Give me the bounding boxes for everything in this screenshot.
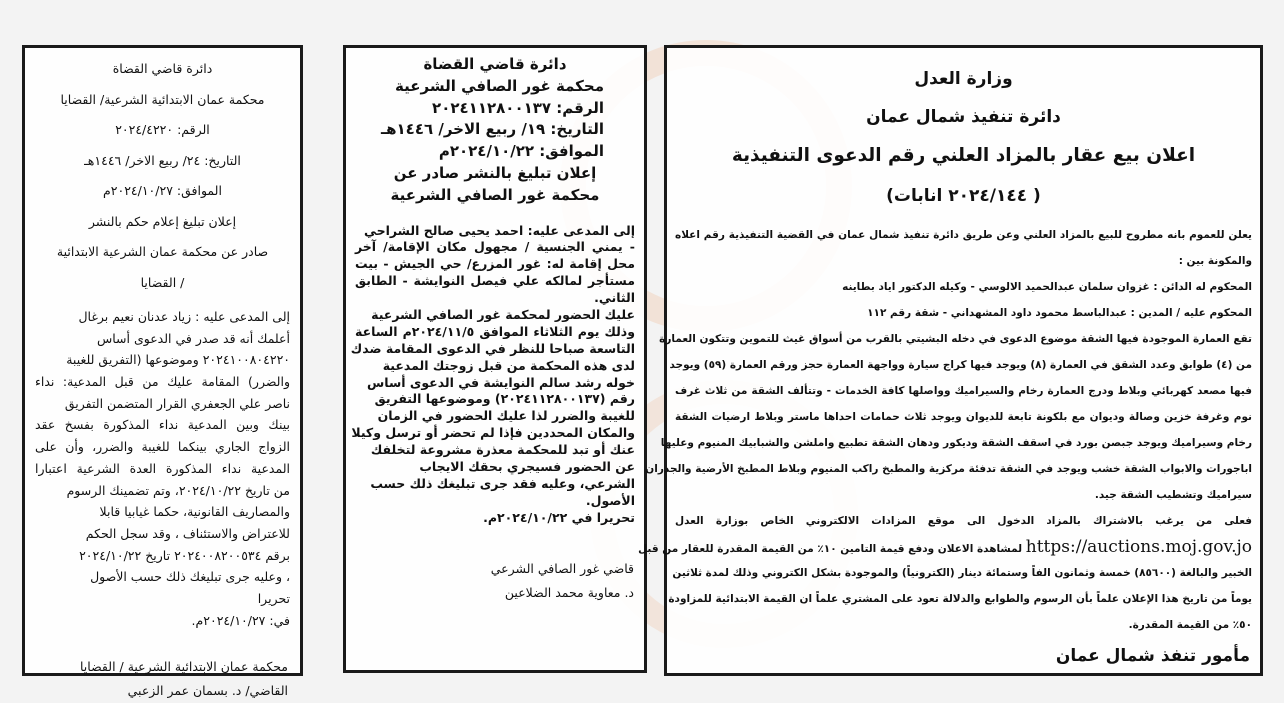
text-line: إلى المدعى عليه : زياد عدنان نعيم برغال [78,309,290,324]
right-notice [638,45,1263,676]
text-line: الموافق: ٢٠٢٤/١٠/٢٢م [438,142,604,161]
middle-notice [343,45,647,673]
text-line: عن الحضور فسيجري بحقك الايجاب [419,459,635,475]
text-line: والضرر) المقامة عليك من قبل المدعية: نداء [35,374,290,390]
text-line: والمكان المحددين فإذا لم تحضر أو ترسل وكيلا [351,425,635,441]
text-line: محكمة عمان الابتدائية الشرعية/ القضايا [60,91,265,107]
text-line: فعلى من يرغب بالاشتراك بالمزاد الدخول الى موقع المزادات الالكتروني الخاص بوزارة العدل [675,515,1252,527]
text-line: من (٤) طوابق وعدد الشقق في العمارة (٨) ويوجد فيها كراج سيارة وواجهة العمارة حجز ورقم العمارة (٥٩) ويوجد [669,359,1252,371]
left-notice-header [25,48,300,298]
text-line: من تاريخ ٢٠٢٤/١٠/٢٢، وتم تضمينك الرسوم [66,482,290,498]
text-line: إعلان تبليغ إعلام حكم بالنشر [88,213,237,229]
text-line: اباجورات والابواب الشقة خشب ويوجد في الشقة تدفئة مركزية والمطبخ راكب المنيوم وبلاط المطبخ الأرضية والجدران [645,463,1252,475]
auction-url-link[interactable]: https://auctions.moj.gov.jo [1025,537,1252,557]
text-line: دائرة قاضي القضاة [112,61,213,76]
text-line: محل إقامة له: غور المزرع/ حي الجيش - بيت [355,256,635,272]
middle-notice-header [346,48,644,207]
text-line: يعلن للعموم بانه مطروح للبيع بالمزاد العلني وعن طريق دائرة تنفيذ شمال عمان في القضية التنفيذية رقم اعلاه [675,229,1252,241]
text-line: الثاني. [594,290,635,306]
text-line: المدعية نداء المذكورة العدة الشرعية اعتبارا [35,460,290,476]
text-line: التاريخ: ٢٤/ ربيع الاخر/ ١٤٤٦هـ [84,152,241,168]
text-line: الرقم: ٢٠٢٤١١٢٨٠٠١٣٧ [432,98,604,117]
text-line: إلى المدعى عليه: احمد يحيى صالح الشراحي [363,222,635,238]
text-line: ( ٢٠٢٤/١٤٤ انابات) [886,186,1041,206]
text-line: محكمة غور الصافي الشرعية [395,76,604,95]
text-line: في: ٢٠٢٤/١٠/٢٧م. [191,612,290,628]
text-line: د. معاوية محمد الضلاعين [504,584,634,600]
text-line: ٥٠٪ من القيمة المقدرة. [1128,619,1252,631]
text-line: إعلان تبليغ بالنشر صادر عن [393,163,597,182]
text-line: الرقم: ٢٠٢٤/٤٢٢٠ [115,122,210,137]
text-line: الموافق: ٢٠٢٤/١٠/٢٧م [103,183,222,198]
text-line: اعلان بيع عقار بالمزاد العلني رقم الدعوى التنفيذية [731,145,1196,166]
text-line: للاعتراض والاستئناف ، وقد سجل الحكم [85,525,290,541]
text-line: الأصول. [585,492,635,508]
text-line: الشرعي، وعليه فقد جرى تبليغك ذلك حسب [370,475,635,491]
text-line-part: لمشاهدة الاعلان ودفع قيمة التامين ١٠٪ من القيمة المقدرة للعقار من قبل [638,543,1023,555]
text-line: ناصر علي الجعفري القرار المتضمن التفريق [64,395,290,411]
left-notice-signature [25,655,300,703]
text-line [638,534,1252,560]
text-line: أعلمك أنه قد صدر في الدعوى أساس [96,330,290,346]
text-line: فيها مصعد كهربائي وبلاط ودرج العمارة رخام والسيراميك وواصلها كافة الخدمات - وتتألف الشقة من ثلاث غرف [675,385,1252,397]
text-line: رخام وسيراميك ويوجد جبصن بورد في اسقف الشقة وديكور ودهان الشقة تطبيع واملشن والشبابيك المنيوم وعليها [660,437,1252,449]
text-line: للغيبة والضرر لذا عليك الحضور في الزمان [377,408,635,424]
text-line: الخبير والبالغة (٨٥٦٠٠) خمسة وثمانون الفاً وستمائة دينار (الكترونياً) والموجودة بشكل الكتروني وذلك لمدة ثلاثين [672,567,1252,579]
text-line: المحكوم له الدائن : غزوان سلمان عبدالحميد الالوسي - وكيله الدكتور اياد بطاينه [842,281,1252,293]
text-line: صادر عن محكمة عمان الشرعية الابتدائية [56,244,269,259]
text-line: بينك وبين المدعية نداء المذكورة بفسخ عقد [35,417,290,433]
text-line: الزواج الجاري بينكما للغيبة والضرر، وأن على [35,439,290,455]
left-notice [22,45,303,699]
right-notice-signature [667,646,1260,666]
text-line: مستأجر لمالكه علي فيصل النوايشة - الطابق [355,273,635,289]
text-line: رقم (٢٠٢٤١١٢٨٠٠١٣٧) وموضوعها التفريق [374,391,635,407]
right-notice-body [638,222,1260,638]
right-notice-header [667,60,1260,216]
text-line: التاسعة صباحا للنظر في الدعوى المقامة ضدك [350,340,635,356]
text-line: عليك الحضور لمحكمة غور الصافي الشرعية [371,307,635,323]
text-line: / القضايا [140,274,185,290]
text-line: سيراميك وتشطيب الشقة جيد. [1094,489,1252,501]
signature-line: مأمور تنفذ شمال عمان [1055,646,1250,666]
text-line: دائرة قاضي القضاة [423,55,567,73]
text-line: تقع العمارة الموجودة فيها الشقة موضوع الدعوى في دخله البشيتي بالقرب من أسواق غيث للتموين وتتكون العمارة [659,333,1252,345]
left-notice-body [25,306,300,631]
text-line: قاضي غور الصافي الشرعي [490,560,634,576]
middle-notice-signature [346,557,644,605]
text-line: تحريرا في ٢٠٢٤/١٠/٢٢م. [483,509,635,525]
text-line: دائرة تنفيذ شمال عمان [866,107,1061,127]
text-line: محكمة عمان الابتدائية الشرعية / القضايا [80,659,288,675]
text-line: يوماً من تاريخ هذا الإعلان علماً بأن الرسوم والطوابع والدلالة تعود على المشتري علماً ان القيمة الابتدائية للمزاودة [668,593,1252,605]
text-line: خوله رشد سالم النوايشة في الدعوى أساس [367,374,635,390]
text-line: المحكوم عليه / المدين : عبدالباسط محمود داود المشهداني - شقة رقم ١١٢ [867,307,1252,319]
text-line: محكمة غور الصافي الشرعية [390,185,600,204]
text-line: التاريخ: ١٩/ ربيع الاخر/ ١٤٤٦هـ [380,120,604,139]
text-line: والمكونة بين : [1178,255,1252,267]
text-line: القاضي/ د. بسمان عمر الزعبي [127,683,288,699]
text-line: وذلك يوم الثلاثاء الموافق ٢٠٢٤/١١/٥م الساعة [355,323,635,339]
text-line: ٢٠٢٤١٠٠٨٠٤٢٢٠ وموضوعها (التفريق للغيبة [66,352,290,368]
text-line: - يمني الجنسية / مجهول مكان الإقامة/ آخر [355,239,635,255]
text-line: برقم ٢٠٢٤٠٠٨٢٠٠٥٣٤ تاريخ ٢٠٢٤/١٠/٢٢ [79,547,290,563]
text-line: ، وعليه جرى تبليغك ذلك حسب الأصول [90,569,290,585]
text-line: تحريرا [257,590,290,606]
text-line: وزارة العدل [914,69,1013,89]
text-line: لدى هذه المحكمة من قبل زوجتك المدعية [382,357,635,373]
text-line: عنك أو تبد للمحكمة معذرة مشروعة لتخلفك [370,442,635,458]
text-line: نوم وغرفة خزين وصالة وديوان مع بلكونة تابعة للديوان ويوجد ثلاث حمامات احداها ماستر وبلاط ارضيات الشقة [675,411,1252,423]
middle-notice-body [346,223,644,527]
text-line: والمصاريف القانونية، حكما غيابيا قابلا [99,504,290,520]
